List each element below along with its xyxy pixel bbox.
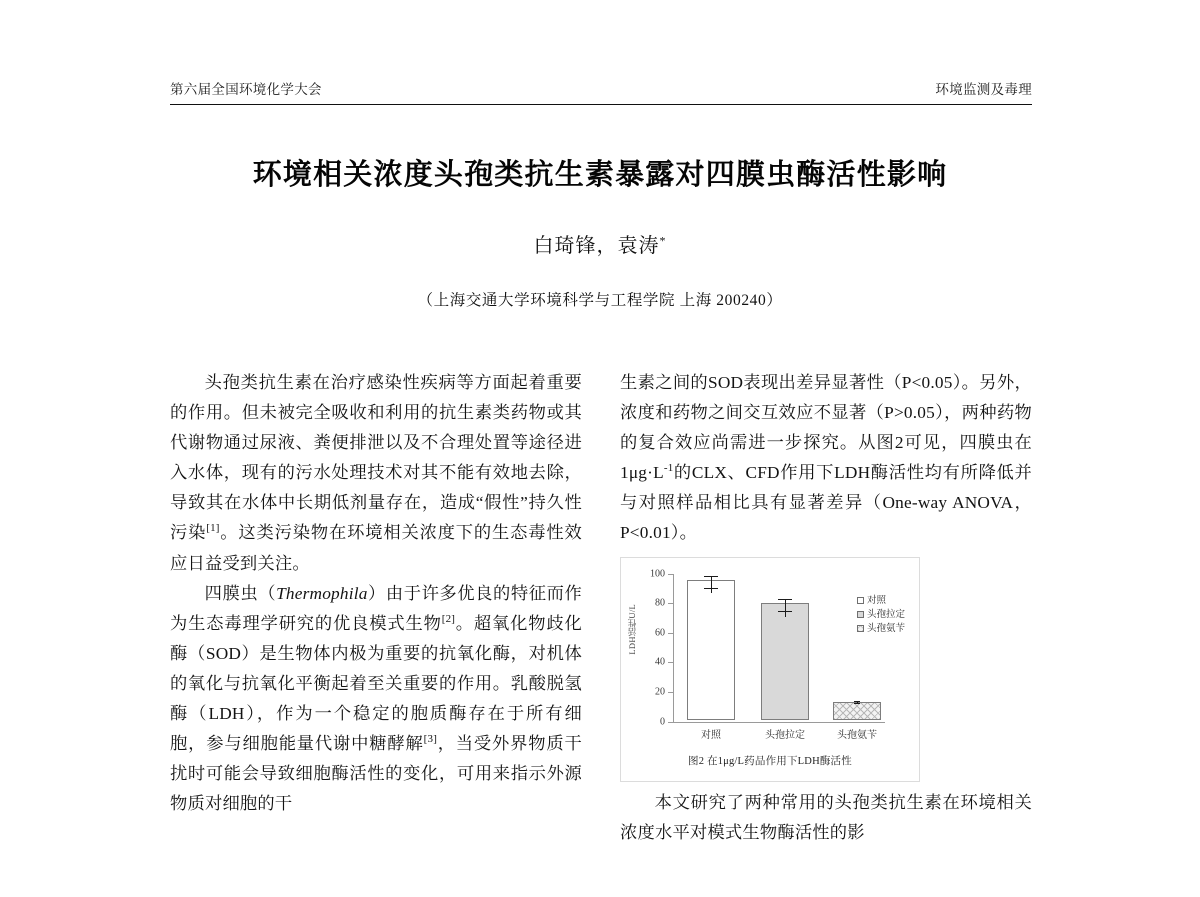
chart-y-tick-80: 80 (655, 597, 665, 609)
paragraph-conclusion: 本文研究了两种常用的头孢类抗生素在环境相关浓度水平对模式生物酶活性的影 (620, 792, 1032, 842)
chart-y-tick-20: 20 (655, 686, 665, 698)
chart-y-tick-100: 100 (650, 568, 665, 580)
affiliation: （上海交通大学环境科学与工程学院 上海 200240） (417, 292, 783, 309)
chart-y-tick-0: 0 (660, 716, 665, 728)
figure-2-plot (621, 558, 919, 781)
legend-swatch-white-icon (857, 597, 864, 604)
chart-bar-control (687, 580, 735, 720)
running-header (170, 78, 1032, 98)
paragraph-results (620, 368, 1032, 549)
chart-errorcap-cefalexin-bottom (854, 703, 860, 704)
chart-legend-item-control (857, 594, 905, 608)
author-names: 白琦锋，袁涛 (533, 235, 660, 257)
chart-errorcap-cefalexin-top (854, 701, 860, 702)
chart-errorcap-control-top (704, 576, 718, 577)
header-divider (170, 104, 1032, 105)
column-right (620, 368, 1032, 897)
figure-2-caption: 图2 在1μg/L药品作用下LDH酶活性 (688, 755, 852, 767)
chart-errorcap-cefradine-bottom (778, 611, 792, 612)
body-columns (170, 368, 1032, 897)
unit-exponent: -1 (663, 462, 674, 475)
paragraph-intro (170, 368, 582, 579)
chart-errorcap-cefradine-top (778, 599, 792, 600)
figure-2 (620, 557, 920, 782)
page-title: 环境相关浓度头孢类抗生素暴露对四膜虫酶活性影响 (252, 159, 948, 191)
chart-legend (857, 594, 905, 636)
reference-marker-1: [1] (206, 522, 220, 535)
paragraph-tetrahymena-text-a: 四膜虫（ (204, 583, 277, 603)
legend-swatch-hatch-icon (857, 625, 864, 632)
chart-y-tick-40: 40 (655, 656, 665, 668)
reference-marker-3: [3] (423, 733, 438, 746)
paragraph-tetrahymena-text-d: ，当受外界物质干扰时可能会导致细胞酶活性的变化，可用来指示外源物质对细胞的干 (170, 734, 582, 814)
paragraph-tetrahymena (170, 579, 582, 820)
running-header-left: 第六届全国环境化学大会 (170, 82, 322, 97)
chart-x-label-cefalexin: 头孢氨苄 (837, 729, 877, 741)
chart-legend-item-cefradine (857, 608, 905, 622)
running-header-right: 环境监测及毒理 (935, 82, 1032, 97)
paragraph-results-text-b: 的CLX、CFD作用下LDH酶活性均有所降低并与对照样品相比具有显著差异（One-way ANOVA，P<0.01）。 (620, 463, 1032, 543)
chart-errorcap-control-bottom (704, 588, 718, 589)
chart-x-axis (673, 722, 885, 723)
chart-legend-label-control: 对照 (866, 595, 886, 606)
corresponding-author-mark: * (659, 233, 667, 248)
chart-legend-item-cefalexin (857, 622, 905, 636)
chart-y-tick-60: 60 (655, 627, 665, 639)
chart-legend-label-cefradine: 头孢拉定 (866, 609, 905, 620)
paragraph-intro-text-a: 头孢类抗生素在治疗感染性疾病等方面起着重要的作用。但未被完全吸收和利用的抗生素类药物或其代谢物通过尿液、粪便排泄以及不合理处置等途径进入水体，现有的污水处理技术对其不能有效地去除，导致其在水体中长期低剂量存在，造成“假性”持久性污染 (170, 373, 582, 543)
chart-x-label-control: 对照 (701, 729, 721, 741)
legend-swatch-gray-icon (857, 611, 864, 618)
chart-y-axis (673, 574, 674, 722)
chart-x-label-cefradine: 头孢拉定 (765, 729, 805, 741)
paragraph-results-text-a: 生素之间的SOD表现出差异显著性（P<0.05）。另外，浓度和药物之间交互效应不显著（P>0.05），两种药物的复合效应尚需进一步探究。从图2可见，四膜虫在1μg·L (620, 373, 1032, 483)
chart-y-axis-label: LDH活性U/L (627, 603, 637, 655)
column-left (170, 368, 582, 897)
species-name: Thermophila (276, 583, 368, 603)
reference-marker-2: [2] (441, 612, 456, 625)
paragraph-intro-text-b: 。这类污染物在环境相关浓度下的生态毒性效应日益受到关注。 (170, 523, 582, 573)
chart-bar-cefalexin (833, 702, 881, 720)
paragraph-tetrahymena-text-c: 。超氧化物歧化酶（SOD）是生物体内极为重要的抗氧化酶，对机体的氧化与抗氧化平衡起着至关重要的作用。乳酸脱氢酶（LDH），作为一个稳定的胞质酶存在于所有细胞，参与细胞能量代谢中糖酵解 (170, 613, 582, 754)
author-list (0, 229, 1200, 258)
chart-bar-cefradine (761, 603, 809, 719)
chart-legend-label-cefalexin: 头孢氨苄 (866, 623, 905, 634)
paragraph-tetrahymena-text-b: ）由于许多优良的特征而作为生态毒理学研究的优良模式生物 (170, 583, 582, 633)
